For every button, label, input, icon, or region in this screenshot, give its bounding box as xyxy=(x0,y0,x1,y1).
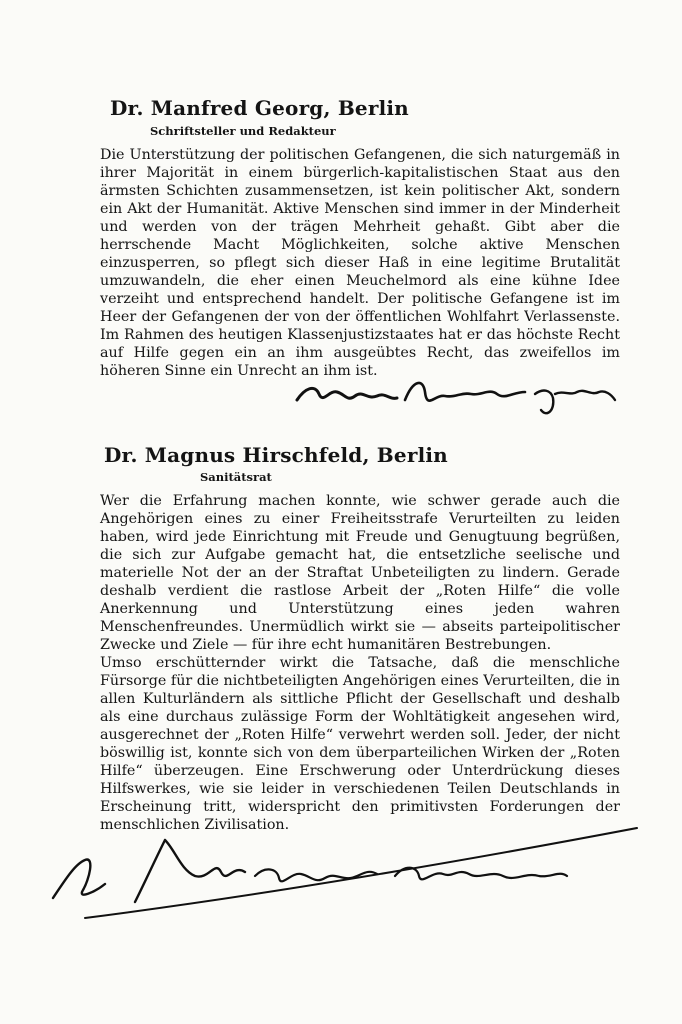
statement-georg: Die Unterstützung der politischen Gefangenen, die sich naturgemäß in ihrer Majorität in einem bürgerlich-kapitalistischen Staat aus den ärmsten Schichten zusammensetzen, ist kein politischer Akt, sondern ein Akt der Humanität. Aktive Menschen sind immer in der Minderheit und werden von der trägen Mehrheit gehaßt. Gibt aber die herrschende Macht Möglichkeiten, solche aktive Menschen einzusperren, so pflegt sich dieser Haß in eine legitime Brutalität umzuwandeln, die eher einen Meuchelmord als eine kühne Idee verzeiht und entsprechend handelt. Der politische Gefangene ist im Heer der Gefangenen der von der öffentlichen Wohlfahrt Verlassenste. Im Rahmen des heutigen Klassenjustizstaates hat er das höchste Recht auf Hilfe gegen ein an ihm ausgeübtes Recht, das zweifellos im höheren Sinne ein Unrecht an ihm ist. xyxy=(100,147,620,379)
signature-georg xyxy=(285,370,625,430)
author-role-hirschfeld: Sanitätsrat xyxy=(200,470,272,484)
author-role-georg: Schriftsteller und Redakteur xyxy=(150,124,336,138)
author-heading-hirschfeld: Dr. Magnus Hirschfeld, Berlin xyxy=(104,443,448,467)
signature-hirschfeld xyxy=(45,820,645,925)
statement-hirschfeld-paragraph-1: Wer die Erfahrung machen konnte, wie schwer gerade auch die Angehörigen eines zu einer Freiheitsstrafe Verurteilten zu leiden haben, wird jede Einrichtung mit Freude und Genugtuung begrüßen, die sich zur Aufgabe gemacht hat, die entsetzliche seelische und materielle Not der an der Straftat Unbeteiligten zu lindern. Gerade deshalb verdient die rastlose Arbeit der „Roten Hilfe“ die volle Anerkennung und Unterstützung eines jeden wahren Menschenfreundes. Unermüdlich wirkt sie — abseits parteipolitischer Zwecke und Ziele — für ihre echt humanitären Bestrebungen. xyxy=(100,493,620,653)
statement-hirschfeld-paragraph-2: Umso erschütternder wirkt die Tatsache, daß die menschliche Fürsorge für die nichtbeteiligten Angehörigen eines Verurteilten, die in allen Kulturländern als sittliche Pflicht der Gesellschaft und deshalb als eine durchaus zulässige Form der Wohltätigkeit angesehen wird, ausgerechnet der „Roten Hilfe“ verwehrt werden soll. Jeder, der nicht böswillig ist, konnte sich von dem überparteilichen Wirken der „Roten Hilfe“ überzeugen. Eine Erschwerung oder Unterdrückung dieses Hilfswerkes, wie sie leider in verschiedenen Teilen Deutschlands in Erscheinung tritt, widerspricht den primitivsten Forderungen der menschlichen Zivilisation. xyxy=(100,655,620,833)
author-heading-georg: Dr. Manfred Georg, Berlin xyxy=(110,96,409,120)
